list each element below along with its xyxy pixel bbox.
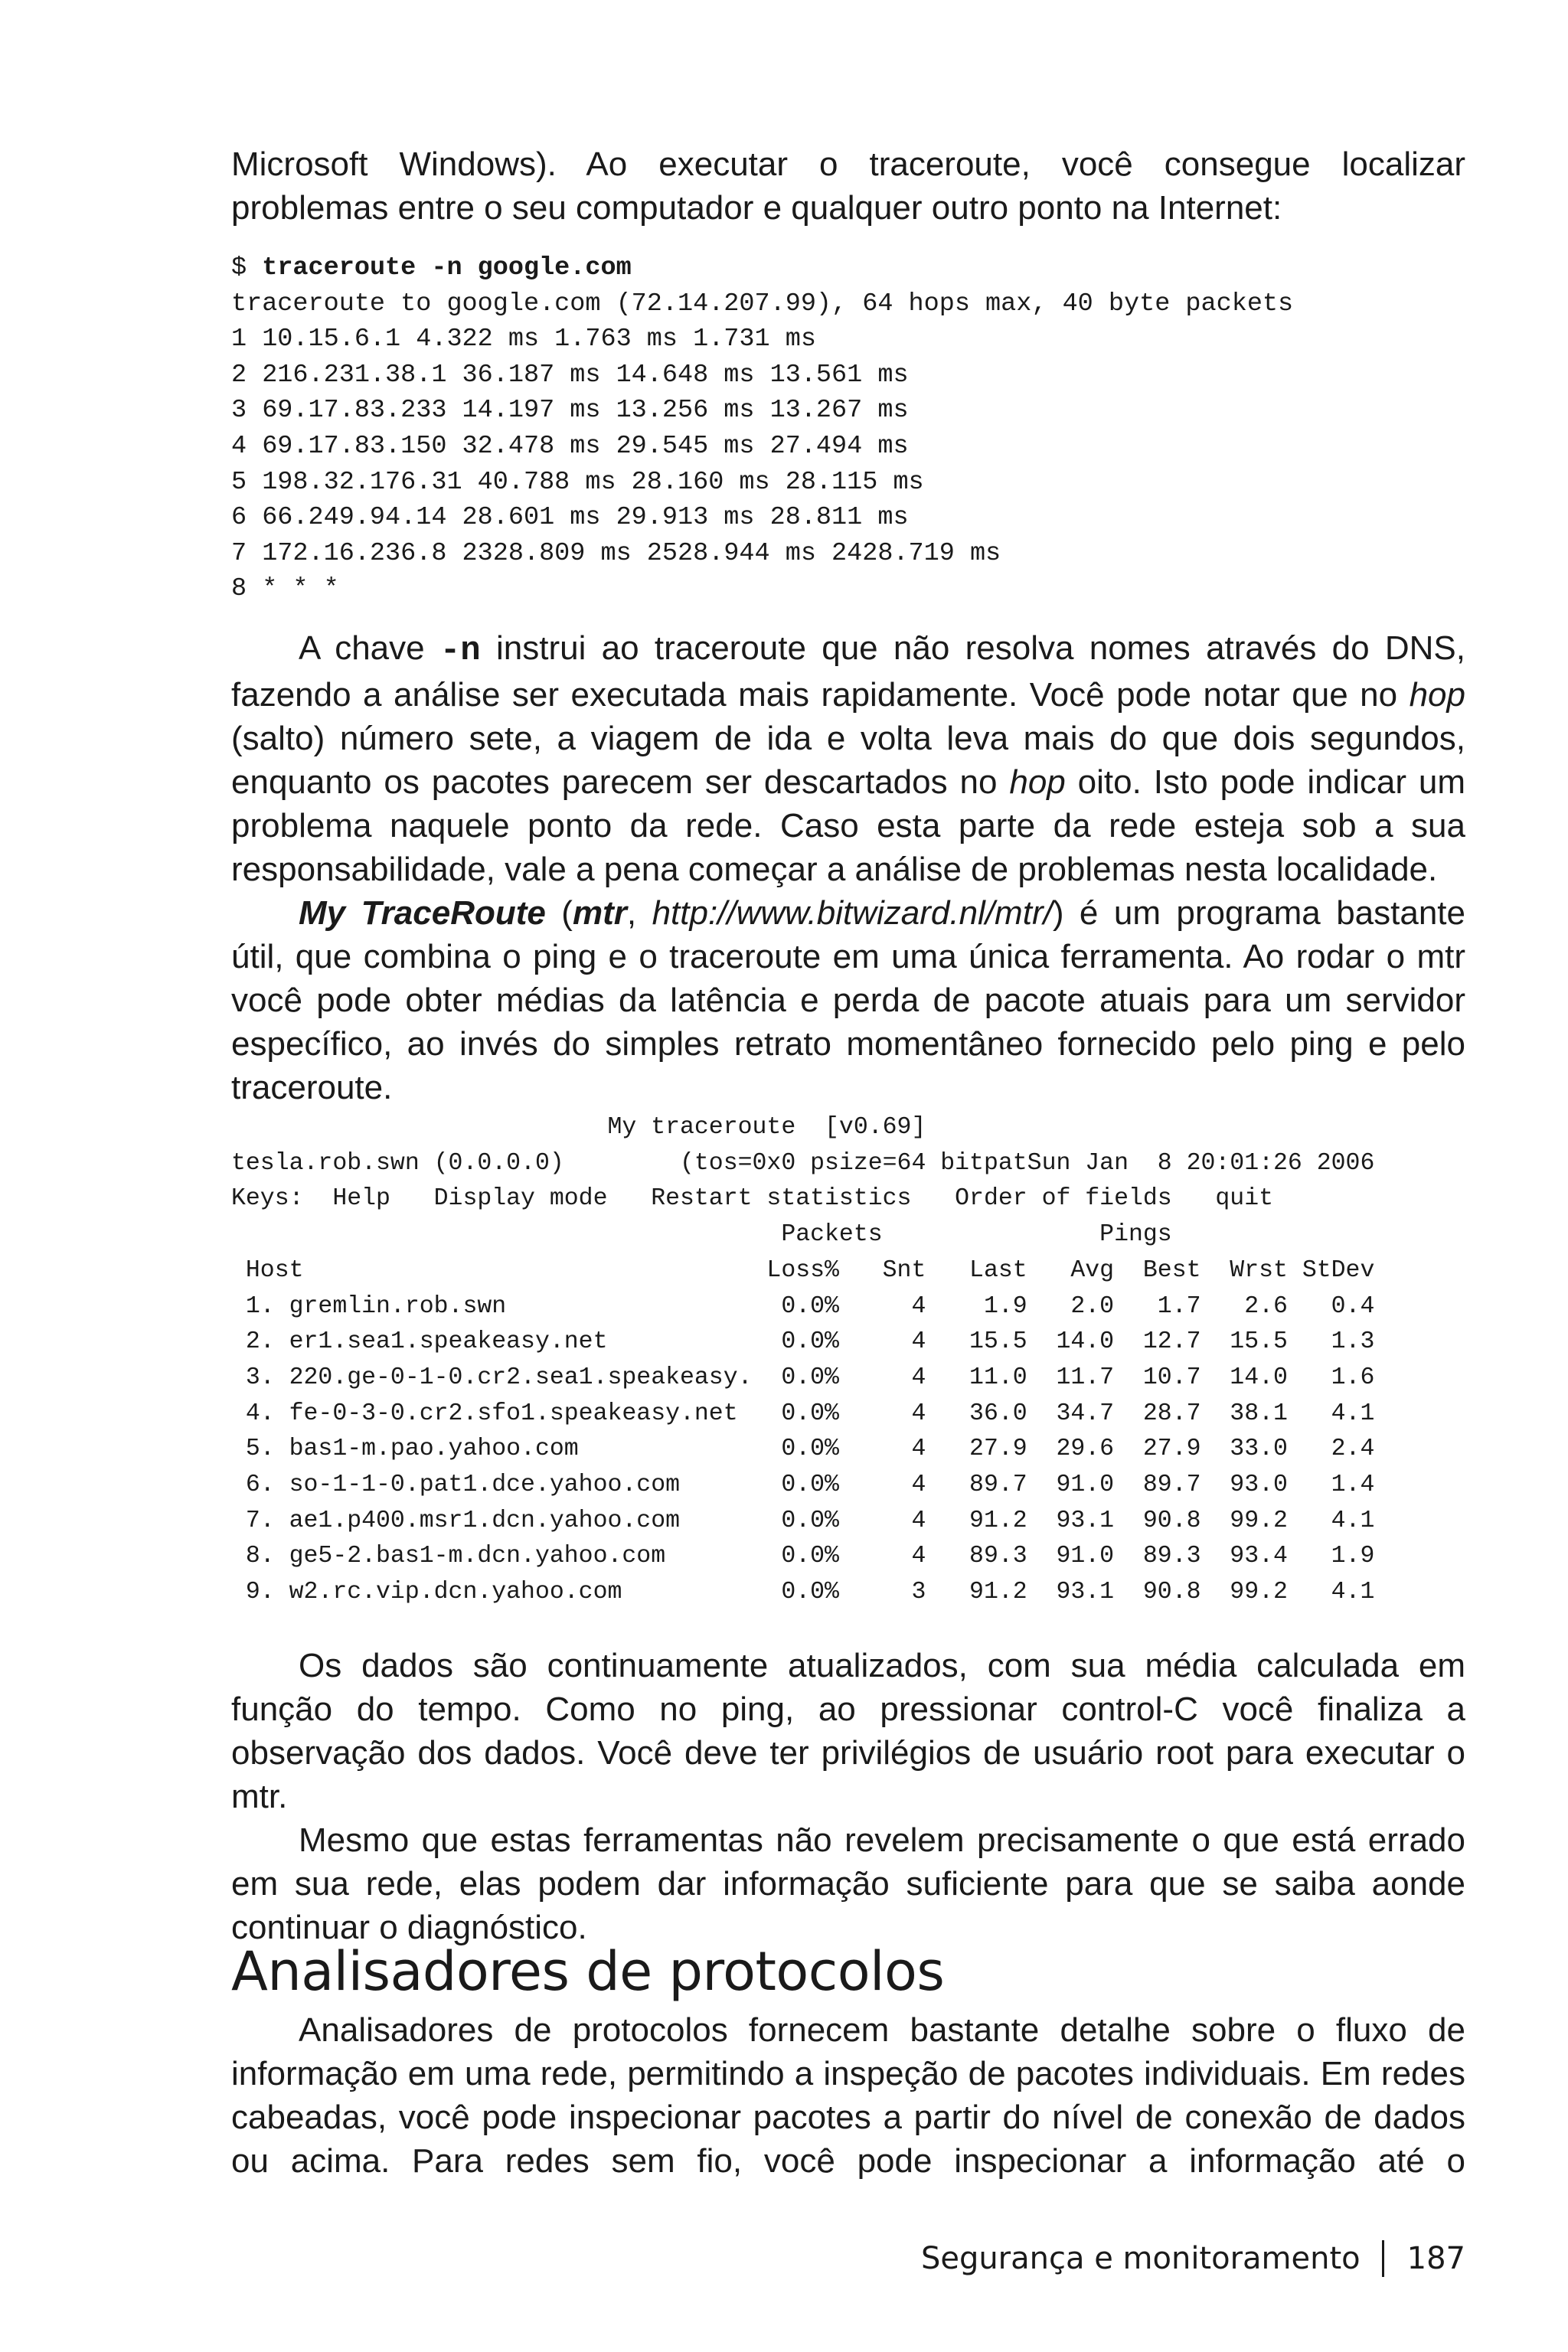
- page-footer: [766, 2236, 1465, 2282]
- traceroute-hop-3: 3 69.17.83.233 14.197 ms 13.256 ms 13.267 ms: [231, 396, 909, 426]
- text-run: (: [545, 894, 573, 932]
- mtr-group-header: Packets Pings: [231, 1221, 1172, 1249]
- traceroute-code-block: [231, 250, 1465, 607]
- switch-explanation-paragraph: [231, 626, 1465, 1109]
- intro-line-2: problemas entre o seu computador e qualquer outro ponto na Internet:: [231, 189, 1282, 227]
- paragraph-text: [231, 626, 1465, 891]
- mtr-column-header: Host Loss% Snt Last Avg Best Wrst StDev: [231, 1256, 1375, 1284]
- tools-paragraph: Mesmo que estas ferramentas não revelem precisamente o que está errado em sua rede, elas podem dar informação suficiente para que se saiba aonde continuar o diagnóstico.: [231, 1821, 1465, 1946]
- traceroute-command-line: [231, 250, 1465, 286]
- mtr-row: 5. bas1-m.pao.yahoo.com 0.0% 4 27.9 29.6 27.9 33.0 2.4: [231, 1436, 1375, 1463]
- traceroute-hop-7: 7 172.16.236.8 2328.809 ms 2528.944 ms 2428.719 ms: [231, 538, 1001, 568]
- traceroute-hop-6: 6 66.249.94.14 28.601 ms 29.913 ms 28.811 ms: [231, 503, 909, 533]
- mtr-intro-paragraph: [231, 891, 1465, 1109]
- text-run: ,: [626, 894, 652, 932]
- intro-paragraph: [231, 142, 1465, 230]
- mtr-row: 3. 220.ge-0-1-0.cr2.sea1.speakeasy. 0.0% 4 11.0 11.7 10.7 14.0 1.6: [231, 1364, 1375, 1391]
- footer-divider: [1382, 2240, 1384, 2277]
- analyzers-paragraph-wrap: [231, 2008, 1465, 2183]
- mtr-row: 2. er1.sea1.speakeasy.net 0.0% 4 15.5 14.0 12.7 15.5 1.3: [231, 1328, 1375, 1356]
- text-run: é um programa bastante útil, que combina o ping e o traceroute em uma única ferramenta. Ao rodar o mtr você pode obter médias da latência e perda de pacote atuais para um servidor específico, ao invés do simples retrato momentâneo fornecido pelo ping e pelo traceroute.: [231, 894, 1466, 1106]
- page-number: 187: [1406, 2241, 1465, 2276]
- traceroute-hop-5: 5 198.32.176.31 40.788 ms 28.160 ms 28.115 ms: [231, 467, 924, 497]
- chapter-title: Segurança e monitoramento: [920, 2241, 1361, 2276]
- analyzers-paragraph: Analisadores de protocolos fornecem bastante detalhe sobre o fluxo de informação em uma rede, permitindo a inspeção de pacotes individuais. Em redes cabeadas, você pode inspecionar pacotes a partir do nível de conexão de dados ou acima. Para redes sem fio, você pode inspecionar a informação até o: [231, 2011, 1465, 2180]
- text-run: instrui ao traceroute que não resolva nomes através do DNS, fazendo a análise ser executada mais rapidamente. Você pode notar que no: [231, 629, 1465, 714]
- section-heading: Analisadores de protocolos: [231, 1940, 945, 2003]
- mtr-row: 4. fe-0-3-0.cr2.sfo1.speakeasy.net 0.0% 4 36.0 34.7 28.7 38.1 4.1: [231, 1400, 1375, 1427]
- traceroute-output-line: traceroute to google.com (72.14.207.99), 64 hops max, 40 byte packets: [231, 289, 1294, 318]
- mtr-title-line: My traceroute [v0.69]: [231, 1114, 926, 1141]
- text-run: oito. Isto pode indicar um problema naquele ponto da rede. Caso esta parte da rede esteja sob a sua responsabilidade, vale a pena começar a análise de problemas nesta localidade.: [231, 763, 1465, 888]
- text-run: ): [1052, 894, 1064, 932]
- mtr-code-block: [231, 1110, 1465, 1611]
- mtr-url-link[interactable]: http://www.bitwizard.nl/mtr/: [652, 894, 1053, 932]
- shell-prompt: $: [231, 253, 263, 283]
- flag-code: -n: [439, 632, 481, 670]
- traceroute-hop-1: 1 10.15.6.1 4.322 ms 1.763 ms 1.731 ms: [231, 325, 816, 354]
- intro-line-1: Microsoft Windows). Ao executar o traceroute, você consegue localizar: [231, 145, 1465, 183]
- section-heading-wrap: [231, 1941, 1465, 2002]
- traceroute-hop-8: 8 * * *: [231, 574, 339, 604]
- text-run: A chave: [299, 629, 440, 667]
- data-paragraph: Os dados são continuamente atualizados, com sua média calculada em função do tempo. Como no ping, ao pressionar control-C você finaliza a observação dos dados. Você deve ter privilégios de usuário root para executar o mtr.: [231, 1647, 1465, 1815]
- traceroute-hop-2: 2 216.231.38.1 36.187 ms 14.648 ms 13.561 ms: [231, 360, 909, 390]
- mtr-host-line: tesla.rob.swn (0.0.0.0) (tos=0x0 psize=64 bitpatSun Jan 8 20:01:26 2006: [231, 1149, 1375, 1177]
- mtr-row: 9. w2.rc.vip.dcn.yahoo.com 0.0% 3 91.2 93.1 90.8 99.2 4.1: [231, 1579, 1375, 1606]
- mtr-keys-line: Keys: Help Display mode Restart statistics Order of fields quit: [231, 1185, 1274, 1213]
- mtr-row: 6. so-1-1-0.pat1.dce.yahoo.com 0.0% 4 89.7 91.0 89.7 93.0 1.4: [231, 1472, 1375, 1499]
- text-run: (salto) número sete, a viagem de ida e volta leva mais do que dois segundos, enquanto os pacotes parecem ser descartados no: [231, 720, 1465, 801]
- traceroute-hop-4: 4 69.17.83.150 32.478 ms 29.545 ms 27.494 ms: [231, 431, 909, 461]
- mtr-row: 1. gremlin.rob.swn 0.0% 4 1.9 2.0 1.7 2.6 0.4: [231, 1292, 1375, 1320]
- mtr-row: 7. ae1.p400.msr1.dcn.yahoo.com 0.0% 4 91.2 93.1 90.8 99.2 4.1: [231, 1507, 1375, 1534]
- data-update-paragraphs: [231, 1644, 1465, 1949]
- mtr-abbr: mtr: [572, 894, 627, 932]
- mtr-title: My TraceRoute: [299, 894, 546, 932]
- mtr-row: 8. ge5-2.bas1-m.dcn.yahoo.com 0.0% 4 89.3 91.0 89.3 93.4 1.9: [231, 1543, 1375, 1570]
- hop-term: hop: [1009, 763, 1066, 801]
- hop-term: hop: [1409, 676, 1465, 714]
- traceroute-command: traceroute -n google.com: [262, 253, 632, 283]
